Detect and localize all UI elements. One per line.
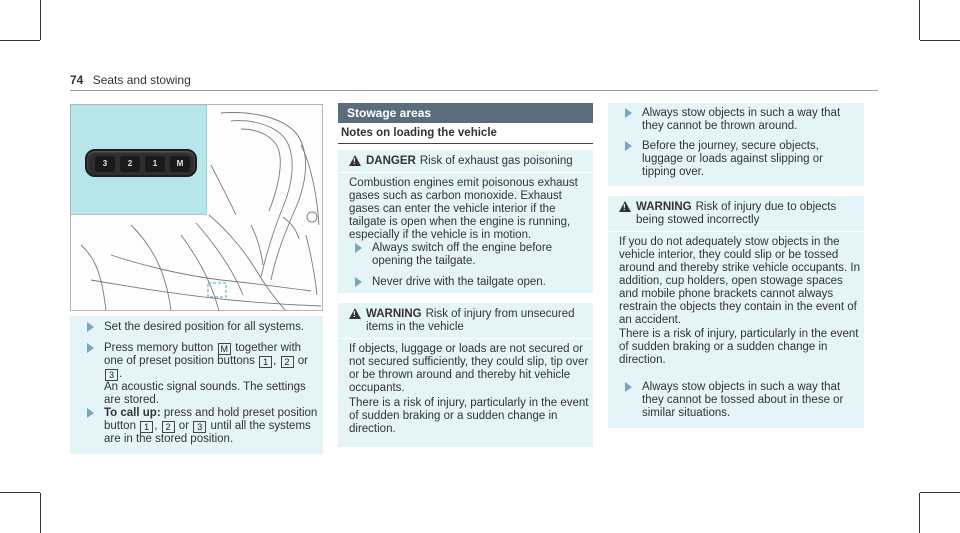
key-m: M [218, 343, 232, 355]
memory-button-3: 3 [95, 156, 115, 172]
danger-heading: Risk of exhaust gas poisoning [419, 155, 573, 167]
warning-body-1: If you do not adequately stow objects in the vehicle interior, they could slip or be tossed around and thereby strike vehicle occupants. In addition, cup holders, open stowage spaces and mobile phone brackets cannot always restrain the objects they contain in the event of an accident. [619, 236, 861, 326]
page-number: 74 [70, 73, 84, 87]
stowage-column [338, 103, 593, 447]
seat-illustration [70, 104, 323, 311]
crop-mark [0, 40, 40, 41]
box-divider [338, 338, 593, 339]
step-bold-label: To call up: [104, 407, 161, 419]
step-text: Always stow objects in such a way that they cannot be tossed about in these or similar situations. [642, 381, 844, 419]
box-divider [338, 172, 593, 173]
memory-button-panel [85, 149, 197, 177]
key-1: 1 [259, 356, 272, 368]
warning-label: WARNING [366, 308, 422, 320]
warning-title [366, 308, 588, 334]
warning-heading: Risk of injury from unsecured items in the vehicle [366, 308, 575, 333]
separator: , [154, 420, 158, 432]
subsection-title: Notes on loading the vehicle [338, 127, 593, 144]
header-rule [70, 90, 878, 91]
step-text: . [119, 368, 123, 380]
crop-mark [40, 0, 41, 40]
danger-body: Combustion engines emit poisonous exhaust gases such as carbon monoxide. Exhaust gases can enter the vehicle interior if the tailgate is open when the engine is running, especially if the vehicle is in motion. [349, 177, 578, 241]
danger-title [366, 155, 588, 168]
continued-steps [608, 103, 864, 186]
step-text: Press memory button [104, 342, 214, 354]
warning-label: WARNING [636, 201, 692, 213]
step-arrow-icon [625, 382, 632, 392]
step-text: press and hold preset position button [104, 407, 318, 432]
step-text: or [178, 420, 190, 432]
page-header [70, 73, 191, 87]
memory-panel-inset [71, 105, 207, 215]
danger-label: DANGER [366, 155, 416, 167]
warning-body-2: There is a risk of injury, particularly in the event of sudden braking or a sudden change in direction. [349, 397, 589, 435]
step-text: or [297, 355, 308, 367]
box-divider [608, 231, 864, 232]
step-arrow-icon [87, 322, 94, 332]
warning-heading: Risk of injury due to objects being stowed incorrectly [636, 201, 837, 226]
step-arrow-icon [625, 141, 632, 151]
stowage-column-continued [608, 103, 864, 428]
step-text: Never drive with the tailgate open. [372, 276, 546, 288]
memory-steps [70, 316, 323, 454]
separator: , [273, 355, 277, 367]
crop-mark [0, 492, 40, 493]
step-text: Always stow objects in such a way that they cannot be thrown around. [642, 107, 841, 132]
warning-box-unsecured [338, 303, 593, 447]
step-arrow-icon [87, 408, 94, 418]
warning-body-1: If objects, luggage or loads are not secured or not secured sufficiently, they could slip, tip over or be thrown around and thereby hit vehicle occupants. [349, 343, 589, 394]
key-1: 1 [140, 421, 153, 433]
step-note: An acoustic signal sounds. The settings are stored. [104, 381, 306, 406]
step-text: Always switch off the engine before opening the tailgate. [372, 242, 553, 267]
step-text: Before the journey, secure objects, luggage or loads against slipping or tipping over. [642, 140, 823, 178]
key-2: 2 [162, 421, 175, 433]
warning-triangle-icon [349, 155, 361, 166]
crop-mark [919, 493, 920, 533]
warning-triangle-icon [619, 201, 631, 212]
step-text: together with one of preset position buttons [104, 342, 302, 367]
warning-body-2: There is a risk of injury, particularly in the event of sudden braking or a sudden change in direction. [619, 328, 859, 366]
crop-mark [920, 40, 960, 41]
step-text: Set the desired position for all systems. [104, 321, 305, 333]
warning-box-incorrect-stowing [608, 196, 864, 428]
key-3: 3 [193, 421, 206, 433]
crop-mark [40, 493, 41, 533]
memory-button-1: 1 [145, 156, 165, 172]
memory-button-2: 2 [120, 156, 140, 172]
step-text: until all the systems are in the stored position. [104, 420, 311, 445]
step-arrow-icon [87, 343, 94, 353]
step-arrow-icon [625, 108, 632, 118]
warning-title [636, 201, 856, 227]
warning-triangle-icon [349, 308, 361, 319]
key-2: 2 [281, 356, 294, 368]
key-3: 3 [105, 369, 118, 381]
step-arrow-icon [355, 277, 362, 287]
step-arrow-icon [355, 243, 362, 253]
danger-box [338, 150, 593, 293]
crop-mark [919, 0, 920, 40]
section-title: Stowage areas [338, 103, 593, 123]
crop-mark [920, 492, 960, 493]
memory-button-m: M [170, 156, 190, 172]
section-name: Seats and stowing [92, 73, 191, 87]
